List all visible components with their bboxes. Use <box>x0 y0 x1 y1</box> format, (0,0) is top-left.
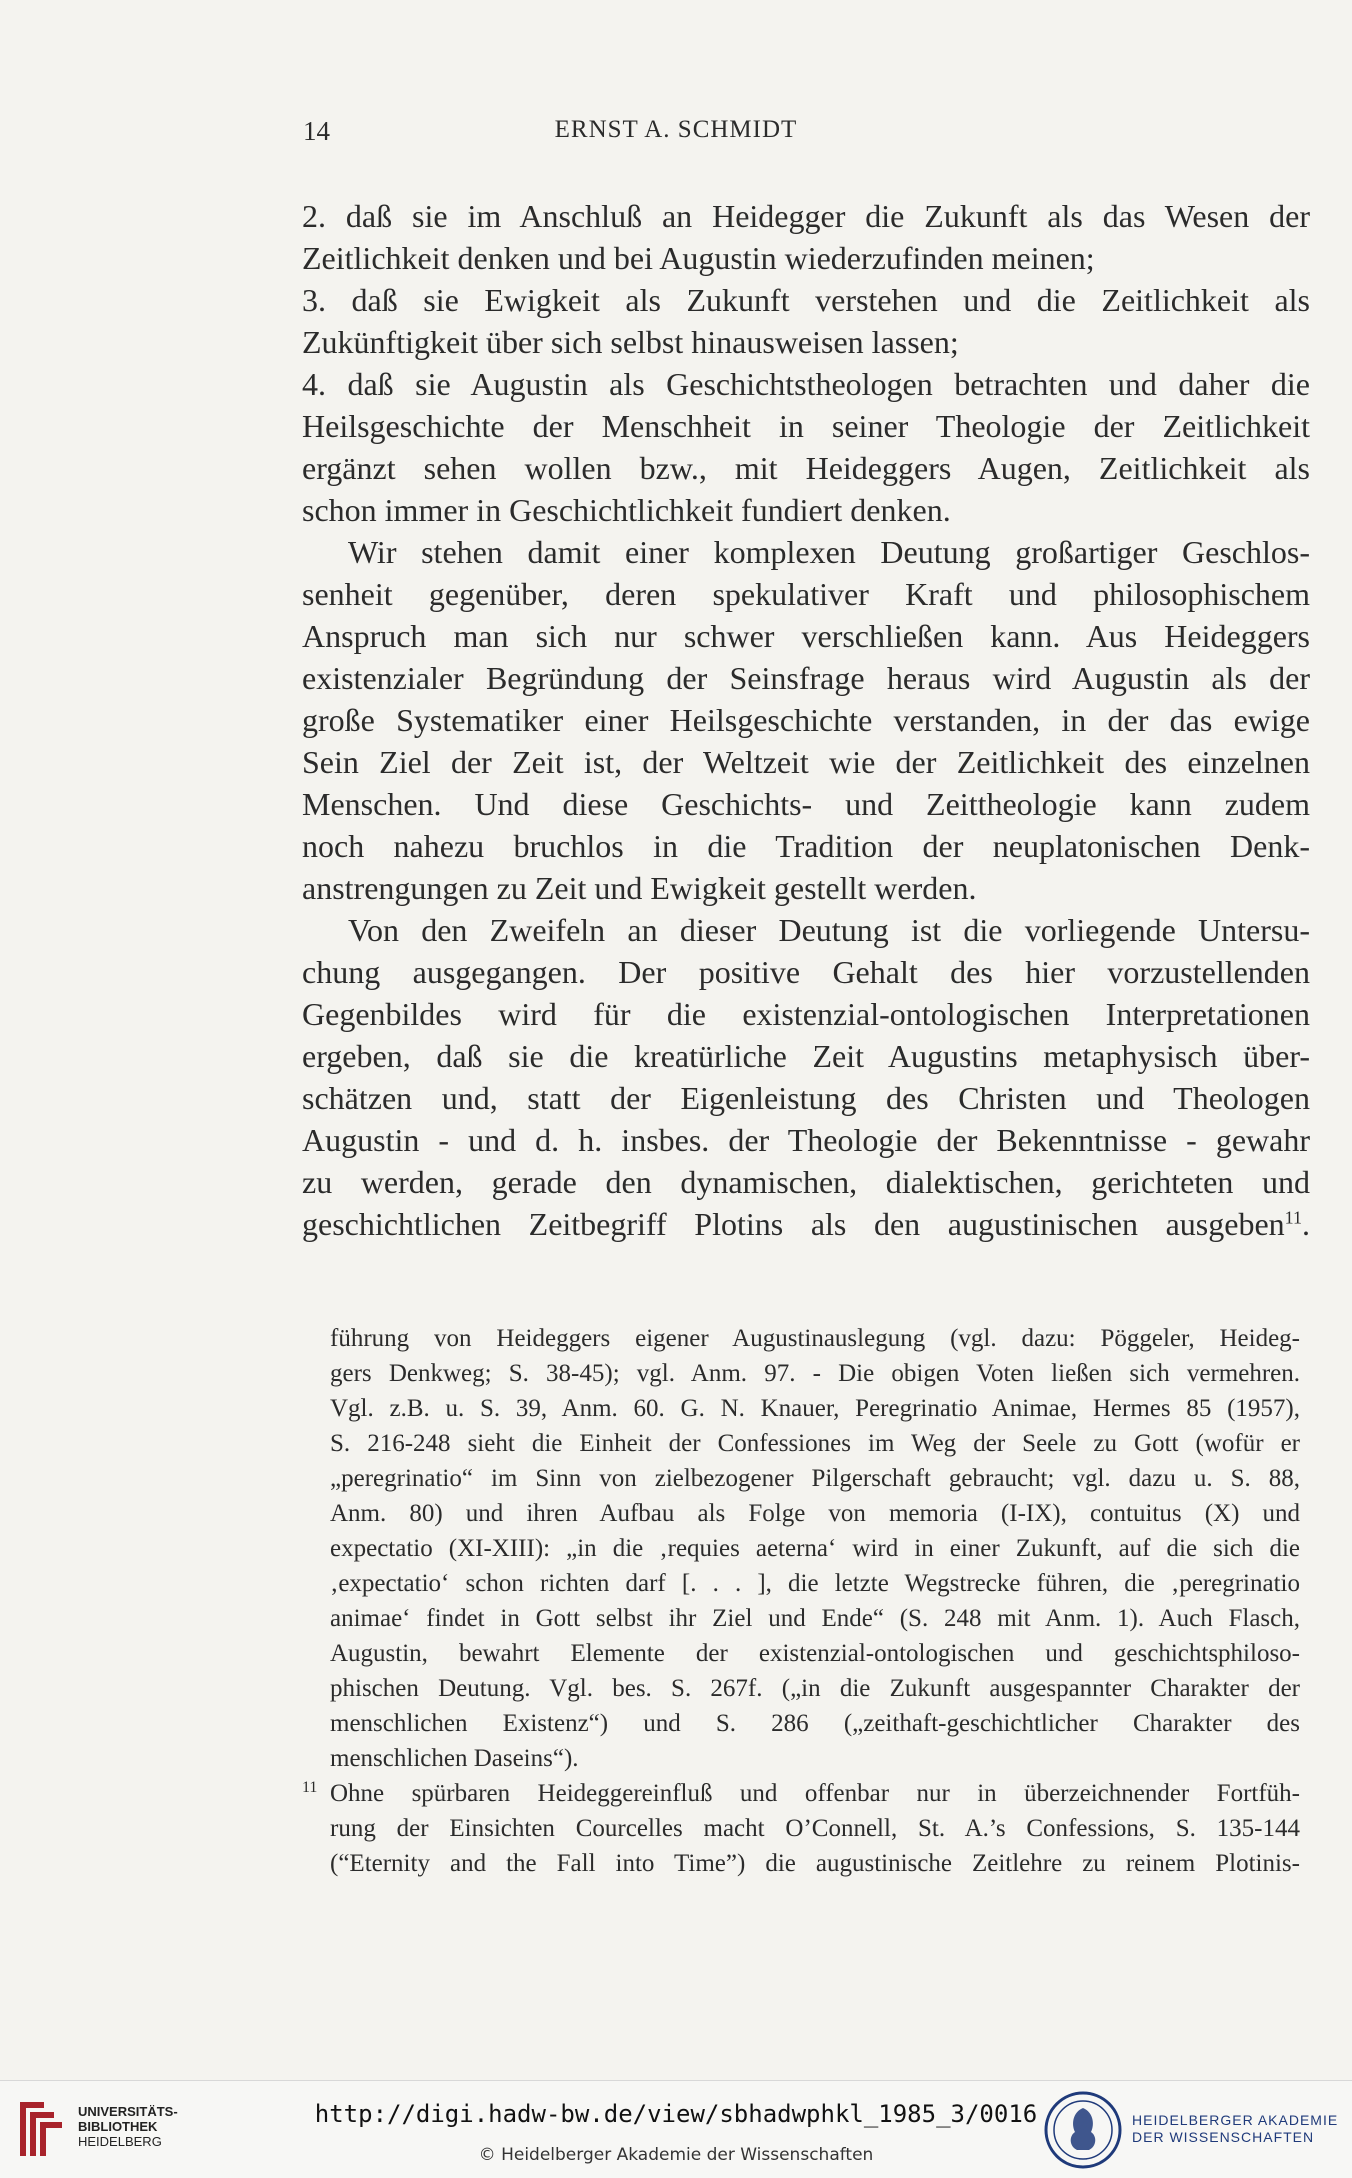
body-line: chung ausgegangen. Der positive Gehalt des hier vorzustellenden <box>302 954 1310 990</box>
footnote-number: 11 <box>302 1779 318 1796</box>
body-line: 2. daß sie im Anschluß an Heidegger die Zukunft als das Wesen der <box>302 198 1310 234</box>
body-line: zu werden, gerade den dynamischen, dialektischen, gerichteten und <box>302 1164 1310 1200</box>
body-line: Zukünftigkeit über sich selbst hinausweisen lassen; <box>302 324 959 360</box>
footnote-line: expectatio (XI-XIII): „in die ‚requies aeterna‘ wird in einer Zukunft, auf die sich die <box>330 1535 1300 1562</box>
footnote-line: menschlichen Existenz“) und S. 286 („zeithaft-geschichtlicher Charakter des <box>330 1710 1300 1737</box>
footnote-line: S. 216-248 sieht die Einheit der Confessiones im Weg der Seele zu Gott (wofür er <box>330 1430 1300 1457</box>
library-name-line: HEIDELBERG <box>78 2134 162 2149</box>
body-line: existenzialer Begründung der Seinsfrage heraus wird Augustin als der <box>302 660 1310 696</box>
body-line: senheit gegenüber, deren spekulativer Kraft und philosophischem <box>302 576 1310 612</box>
body-text <box>302 195 1310 1245</box>
permalink-url[interactable]: http://digi.hadw-bw.de/view/sbhadwphkl_1985_3/0016 <box>314 2100 1038 2128</box>
footnote-11 <box>302 1776 1300 1881</box>
body-line-with-ref <box>302 1203 1310 1245</box>
body-line-text: geschichtlichen Zeitbegriff Plotins als den augustinischen ausgeben <box>302 1206 1285 1242</box>
body-line: Anspruch man sich nur schwer verschließen kann. Aus Heideggers <box>302 618 1310 654</box>
footnote-line: „peregrinatio“ im Sinn von zielbezogener Pilgerschaft gebraucht; vgl. dazu u. S. 88, <box>330 1465 1300 1492</box>
body-line: noch nahezu bruchlos in die Tradition der neuplatonischen Denk- <box>302 828 1310 864</box>
academy-name-line: DER WISSENSCHAFTEN <box>1132 2129 1315 2145</box>
library-name-line: BIBLIOTHEK <box>78 2119 158 2134</box>
body-line: Augustin - und d. h. insbes. der Theologie der Bekenntnisse - gewahr <box>302 1122 1310 1158</box>
body-line: Heilsgeschichte der Menschheit in seiner Theologie der Zeitlichkeit <box>302 408 1310 444</box>
footnote-line: (“Eternity and the Fall into Time”) die augustinische Zeitlehre zu reinem Plotinis- <box>330 1850 1300 1877</box>
footnote-line: animae‘ findet in Gott selbst ihr Ziel und Ende“ (S. 248 mit Anm. 1). Auch Flasch, <box>330 1605 1300 1632</box>
body-line: Sein Ziel der Zeit ist, der Weltzeit wie der Zeitlichkeit des einzelnen <box>302 744 1310 780</box>
page-number: 14 <box>303 116 330 146</box>
body-line-end: . <box>1302 1206 1310 1242</box>
body-line: Von den Zweifeln an dieser Deutung ist die vorliegende Untersu- <box>348 912 1310 948</box>
body-line: schon immer in Geschichtlichkeit fundiert denken. <box>302 492 951 528</box>
footnote-line: rung der Einsichten Courcelles macht O’Connell, St. A.’s Confessions, S. 135-144 <box>330 1815 1300 1842</box>
body-line: ergeben, daß sie die kreatürliche Zeit Augustins metaphysisch über- <box>302 1038 1310 1074</box>
body-line: 3. daß sie Ewigkeit als Zukunft verstehen und die Zeitlichkeit als <box>302 282 1310 318</box>
footnote-line: führung von Heideggers eigener Augustinauslegung (vgl. dazu: Pöggeler, Heideg- <box>330 1325 1300 1352</box>
footnote-line: Vgl. z.B. u. S. 39, Anm. 60. G. N. Knauer, Peregrinatio Animae, Hermes 85 (1957), <box>330 1395 1300 1422</box>
running-title: ERNST A. SCHMIDT <box>554 116 798 143</box>
footnote-line: ‚expectatio‘ schon richten darf [. . . ], die letzte Wegstrecke führen, die ‚peregrinatio <box>330 1570 1300 1597</box>
copyright-notice: © Heidelberger Akademie der Wissenschaften <box>478 2145 874 2165</box>
body-line: Gegenbildes wird für die existenzial-ontologischen Interpretationen <box>302 996 1310 1032</box>
footnote-line: Augustin, bewahrt Elemente der existenzial-ontologischen und geschichtsphiloso- <box>330 1640 1300 1667</box>
academy-name-line: HEIDELBERGER AKADEMIE <box>1132 2112 1339 2128</box>
library-name-line: UNIVERSITÄTS- <box>78 2104 178 2119</box>
footnote-line: Anm. 80) und ihren Aufbau als Folge von memoria (I-IX), contuitus (X) und <box>330 1500 1300 1527</box>
footnote-line: menschlichen Daseins“). <box>330 1745 579 1772</box>
body-line: ergänzt sehen wollen bzw., mit Heideggers Augen, Zeitlichkeit als <box>302 450 1310 486</box>
body-line: große Systematiker einer Heilsgeschichte verstanden, in der das ewige <box>302 702 1310 738</box>
footnote-continuation <box>330 1321 1300 1776</box>
footnote-line: gers Denkweg; S. 38-45); vgl. Anm. 97. - Die obigen Voten ließen sich vermehren. <box>330 1360 1300 1387</box>
body-line: 4. daß sie Augustin als Geschichtstheologen betrachten und daher die <box>302 366 1310 402</box>
body-line: schätzen und, statt der Eigenleistung des Christen und Theologen <box>302 1080 1310 1116</box>
footnote-line: Ohne spürbaren Heideggereinfluß und offenbar nur in überzeichnender Fortfüh- <box>330 1780 1300 1807</box>
body-line: Menschen. Und diese Geschichts- und Zeittheologie kann zudem <box>302 786 1310 822</box>
academy-name <box>1132 2112 1338 2146</box>
footnote-line: phischen Deutung. Vgl. bes. S. 267f. („in die Zukunft ausgespannter Charakter der <box>330 1675 1300 1702</box>
body-line: Zeitlichkeit denken und bei Augustin wiederzufinden meinen; <box>302 240 1095 276</box>
body-line: anstrengungen zu Zeit und Ewigkeit gestellt werden. <box>302 870 977 906</box>
body-line: Wir stehen damit einer komplexen Deutung großartiger Geschlos- <box>348 534 1310 570</box>
academy-seal-icon <box>1043 2090 1123 2170</box>
footnote-reference: 11 <box>1284 1207 1302 1228</box>
